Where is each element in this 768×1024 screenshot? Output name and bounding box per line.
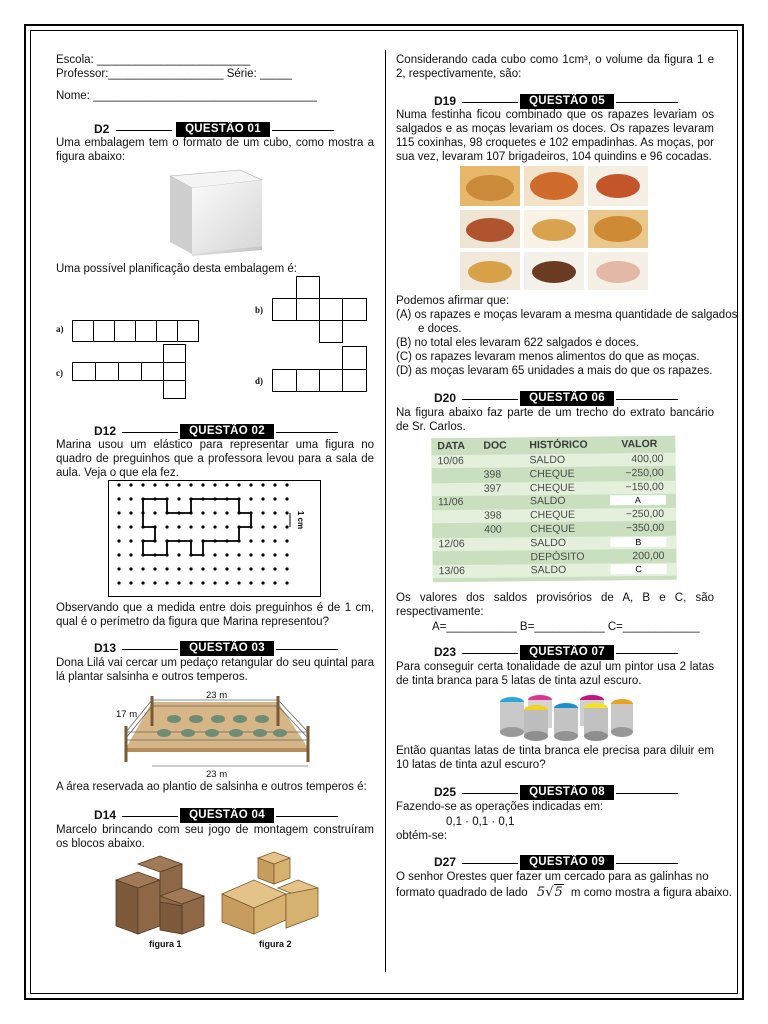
peg [237, 567, 240, 570]
statement-cell: −150,00 [625, 480, 664, 493]
peg [201, 525, 204, 528]
descriptor-code: D14 [94, 808, 117, 822]
statement-cell: SALDO [530, 536, 567, 550]
paint-cans-photo [492, 690, 636, 742]
peg [165, 525, 168, 528]
name-field: Nome: ___________________________________ [56, 90, 317, 102]
peg [225, 581, 228, 584]
descriptor-code: D27 [434, 855, 457, 869]
option-c[interactable]: (C) os rapazes levaram menos alimentos do que as moças. [396, 351, 700, 363]
question-03-header [94, 641, 338, 657]
option-c-label: c) [56, 368, 63, 378]
planification-prompt: Uma possível planificação desta embalagem é: [56, 263, 297, 275]
question-07-text: Para conseguir certa tonalidade de azul um pintor usa 2 latas de tinta branca para 5 latas de tinta azul escuro. [396, 661, 714, 687]
question-04-header [94, 808, 338, 824]
peg [129, 525, 132, 528]
peg [237, 553, 240, 556]
peg [153, 483, 156, 486]
top-dimension-label: 23 m [206, 690, 228, 701]
peg [249, 497, 252, 500]
figure-2-caption: figura 2 [259, 939, 292, 949]
peg [261, 553, 264, 556]
question-02-prompt: Observando que a medida entre dois preguinhos é de 1 cm, qual é o perímetro da figura que Marina representou? [56, 602, 374, 628]
peg [201, 567, 204, 570]
net-option-c [72, 344, 188, 400]
option-a-continued: e doces. [418, 323, 462, 335]
statement-cell: SALDO [529, 495, 566, 508]
option-b[interactable]: (B) no total eles levaram 622 salgados e doces. [396, 337, 639, 349]
side-unit-text: m como mostra a figura abaixo. [570, 887, 732, 899]
peg [273, 525, 276, 528]
descriptor-code: D19 [434, 94, 457, 108]
peg [129, 581, 132, 584]
statement-cell: −250,00 [625, 466, 664, 480]
statement-cell: 11/06 [437, 496, 464, 509]
peg [261, 539, 264, 542]
descriptor-code: D23 [434, 645, 457, 659]
statement-cell: DEPÓSITO [530, 550, 585, 563]
question-04-text: Marcelo brincando com seu jogo de montagem construíram os blocos abaixo. [56, 824, 374, 850]
peg [117, 497, 120, 500]
peg [177, 483, 180, 486]
descriptor-code: D25 [434, 785, 457, 799]
peg [201, 511, 204, 514]
question-badge: QUESTÃO 02 [180, 424, 274, 439]
question-03-prompt: A área reservada ao plantio de salsinha e outros temperos é: [56, 781, 367, 793]
peg [117, 539, 120, 542]
peg [117, 511, 120, 514]
peg [261, 511, 264, 514]
radicand: 5 [554, 885, 563, 900]
peg [117, 553, 120, 556]
side-dimension-label: 17 m [116, 709, 138, 720]
operation-expression: 0,1 · 0,1 · 0,1 [446, 816, 515, 828]
statement-cell: 12/06 [438, 537, 465, 551]
peg [117, 525, 120, 528]
peg [189, 483, 192, 486]
school-field: Escola: ________________________ [56, 54, 251, 66]
question-badge: QUESTÃO 06 [520, 391, 614, 406]
peg [177, 567, 180, 570]
descriptor-code: D2 [94, 122, 110, 136]
peg [177, 497, 180, 500]
descriptor-code: D20 [434, 391, 457, 405]
peg [165, 581, 168, 584]
bank-statement [431, 436, 676, 583]
question-badge: QUESTÃO 07 [520, 645, 614, 660]
question-07-prompt: Então quantas latas de tinta branca ele precisa para diluir em 10 latas de tinta azul escuro? [396, 745, 714, 771]
peg [177, 553, 180, 556]
cube-photo [162, 166, 266, 256]
peg [141, 567, 144, 570]
statement-cell: −350,00 [625, 521, 665, 535]
peg [261, 497, 264, 500]
blank-value-c: C [611, 564, 667, 575]
blocks-figure-2 [218, 850, 320, 938]
peg [285, 553, 288, 556]
statement-cell: 200,00 [632, 549, 665, 562]
question-08-header [434, 785, 678, 801]
peg [177, 581, 180, 584]
col-data: DATA [437, 439, 466, 453]
question-07-header [434, 645, 678, 661]
net-option-b [272, 276, 368, 344]
peg [237, 483, 240, 486]
pegboard-figure [108, 480, 322, 598]
options-lead: Podemos afirmar que: [396, 295, 510, 307]
peg [225, 511, 228, 514]
question-09-text-line2 [396, 886, 732, 900]
statement-cell: 10/06 [437, 454, 464, 468]
peg [129, 539, 132, 542]
peg [249, 581, 252, 584]
peg [249, 567, 252, 570]
blocks-figure-1 [114, 850, 214, 938]
peg [225, 553, 228, 556]
peg [285, 539, 288, 542]
peg [141, 483, 144, 486]
peg [165, 567, 168, 570]
column-divider [385, 50, 386, 972]
side-text: formato quadrado de lado [396, 887, 528, 899]
statement-cell: 400 [484, 523, 502, 536]
peg [153, 511, 156, 514]
question-09-header [434, 855, 678, 871]
peg [261, 567, 264, 570]
option-d-label: d) [255, 376, 264, 386]
question-badge: QUESTÃO 05 [520, 94, 614, 109]
question-badge: QUESTÃO 03 [180, 641, 274, 656]
blank-value-a: A [610, 495, 666, 506]
peg [285, 525, 288, 528]
option-a-label: a) [56, 324, 64, 334]
peg [273, 483, 276, 486]
peg [213, 567, 216, 570]
peg [213, 511, 216, 514]
peg [153, 581, 156, 584]
peg [129, 553, 132, 556]
statement-cell: −250,00 [625, 508, 665, 521]
question-01-text: Uma embalagem tem o formato de um cubo, como mostra a figura abaixo: [56, 137, 374, 163]
peg [201, 581, 204, 584]
peg [201, 483, 204, 486]
peg [273, 497, 276, 500]
peg [285, 581, 288, 584]
option-d[interactable]: (D) as moças levaram 65 unidades a mais do que os rapazes. [396, 365, 713, 377]
peg [261, 525, 264, 528]
question-badge: QUESTÃO 08 [520, 785, 614, 800]
question-badge: QUESTÃO 09 [520, 855, 614, 870]
peg [237, 581, 240, 584]
peg [285, 497, 288, 500]
peg [117, 567, 120, 570]
peg [117, 581, 120, 584]
question-03-text: Dona Lilá vai cercar um pedaço retangular do seu quintal para lá plantar salsinha e outros temperos. [56, 657, 374, 683]
statement-cell: 397 [483, 482, 502, 495]
peg [285, 483, 288, 486]
peg [261, 581, 264, 584]
statement-row [433, 563, 677, 579]
question-08-result-label: obtém-se: [396, 830, 448, 842]
question-02-text: Marina usou um elástico para representar uma figura no quadro de preguinhos que a professora levou para a sala de aula. Veja o que ela fez. [56, 439, 374, 479]
peg [165, 483, 168, 486]
question-08-text: Fazendo-se as operações indicadas em: [396, 801, 604, 813]
statement-cell: SALDO [529, 453, 566, 467]
statement-cell: 13/06 [438, 565, 465, 578]
peg [261, 483, 264, 486]
peg [189, 525, 192, 528]
net-option-a [72, 320, 202, 344]
peg [285, 511, 288, 514]
peg [273, 539, 276, 542]
descriptor-code: D12 [94, 424, 117, 438]
peg [177, 525, 180, 528]
peg [249, 483, 252, 486]
peg [249, 553, 252, 556]
peg [129, 497, 132, 500]
peg [189, 581, 192, 584]
peg [225, 525, 228, 528]
question-badge: QUESTÃO 04 [180, 808, 274, 823]
peg [213, 581, 216, 584]
question-06-text: Na figura abaixo faz parte de um trecho do extrato bancário de Sr. Carlos. [396, 407, 714, 433]
peg [273, 581, 276, 584]
col-doc: DOC [483, 439, 507, 452]
peg [225, 567, 228, 570]
blank-value-b: B [610, 537, 666, 548]
col-historico: HISTÓRICO [529, 438, 588, 452]
scale-label: 1 cm [296, 510, 305, 530]
side-length-expression: 5√5 [536, 885, 563, 900]
peg [273, 511, 276, 514]
snacks-photo-grid [460, 166, 650, 290]
statement-cell: 398 [483, 468, 502, 481]
peg [213, 483, 216, 486]
peg [225, 483, 228, 486]
question-06-header [434, 391, 678, 407]
figure-1-caption: figura 1 [149, 939, 182, 949]
peg [129, 483, 132, 486]
question-09-text-line1: O senhor Orestes quer fazer um cercado para as galinhas no [396, 871, 709, 883]
option-b-label: b) [255, 305, 264, 315]
bottom-dimension-label: 23 m [206, 769, 228, 780]
statement-cell: CHEQUE [530, 508, 576, 522]
question-04-continuation: Considerando cada cubo como 1cm³, o volume da figura 1 e 2, respectivamente, são: [396, 54, 714, 80]
col-valor: VALOR [621, 437, 658, 451]
answer-blanks: A=___________ B=___________ C=____________ [432, 621, 700, 633]
question-badge: QUESTÃO 01 [176, 122, 270, 137]
statement-cell: CHEQUE [529, 481, 575, 494]
statement-cell: 398 [484, 509, 502, 522]
statement-cell: 400,00 [631, 452, 664, 466]
statement-cell: CHEQUE [529, 467, 575, 481]
option-a[interactable]: (A) os rapazes e moças levaram a mesma quantidade de salgados [396, 309, 738, 321]
peg [285, 567, 288, 570]
peg [153, 567, 156, 570]
question-06-prompt: Os valores dos saldos provisórios de A, B e C, são respectivamente: [396, 592, 714, 618]
peg [213, 525, 216, 528]
peg [213, 553, 216, 556]
peg [273, 567, 276, 570]
peg [189, 567, 192, 570]
peg [249, 539, 252, 542]
peg [117, 483, 120, 486]
question-05-text: Numa festinha ficou combinado que os rapazes levariam os salgados e as moças levariam os doces. Os rapazes levaram 115 coxinhas, 98 croquetes e 102 empadinhas. As moças, por sua vez, levaram 107 brigadeiros, 104 quindins e 96 cocadas. [396, 109, 714, 163]
teacher-field: Professor:__________________ Série: _____ [56, 68, 292, 80]
peg [141, 581, 144, 584]
coefficient: 5 [536, 885, 546, 900]
peg [129, 567, 132, 570]
peg [273, 553, 276, 556]
statement-cell: CHEQUE [530, 522, 576, 536]
statement-cell: SALDO [530, 564, 567, 577]
descriptor-code: D13 [94, 641, 117, 655]
net-option-d [272, 346, 368, 394]
peg [129, 511, 132, 514]
statement-header [431, 436, 675, 455]
